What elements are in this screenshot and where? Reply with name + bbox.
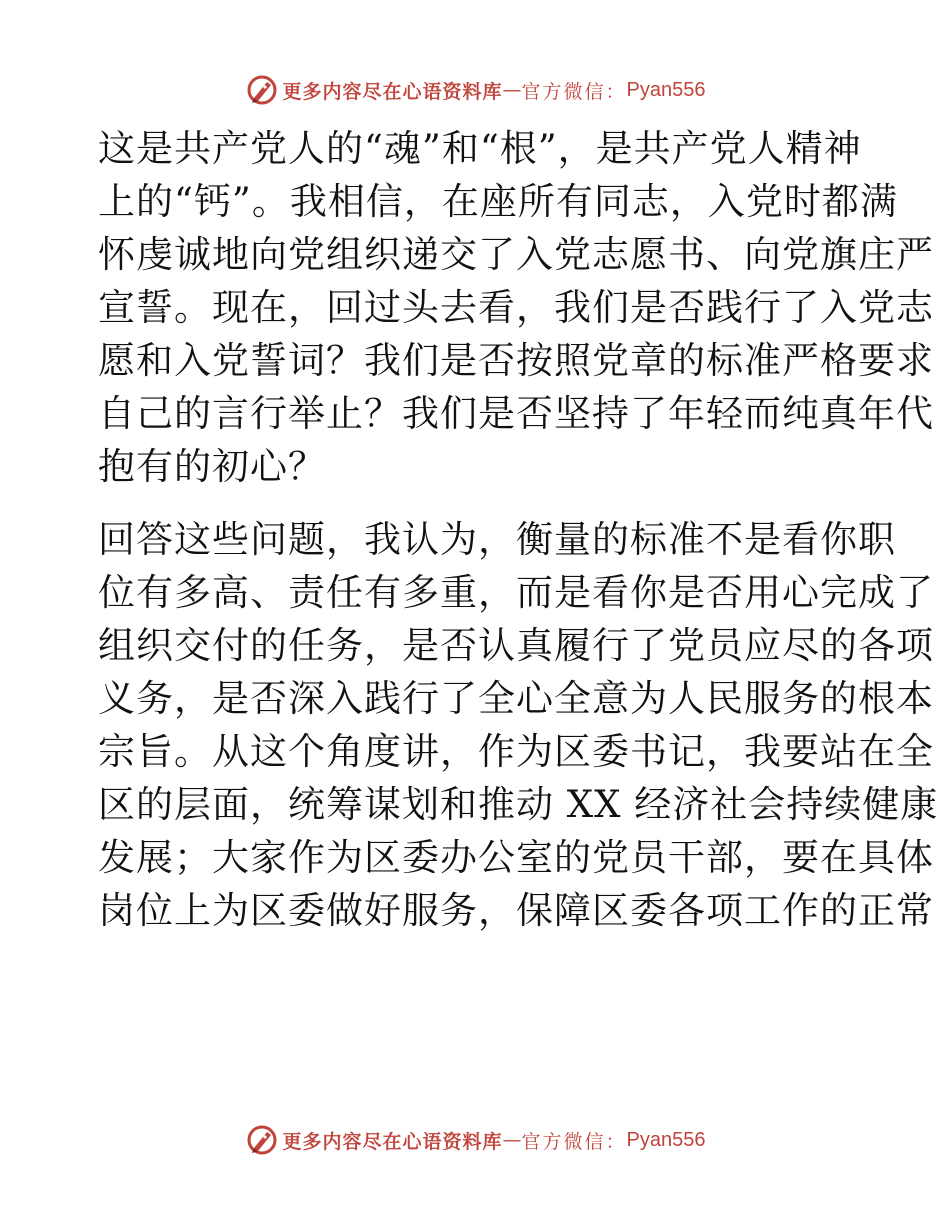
text-line: 抱有的初心？ bbox=[98, 445, 326, 488]
text-line: 上的“钙”。我相信，在座所有同志，入党时都满 bbox=[98, 180, 898, 223]
text-line: 宣誓。现在，回过头去看，我们是否践行了入党志 bbox=[98, 286, 934, 329]
text-line: 位有多高、责任有多重，而是看你是否用心完成了 bbox=[98, 571, 934, 614]
watermark-official-label: 官方微信： bbox=[521, 1130, 627, 1153]
text-line: 这是共产党人的“魂”和“根”，是共产党人精神 bbox=[98, 127, 862, 170]
text-line: 宗旨。从这个角度讲，作为区委书记，我要站在全 bbox=[98, 730, 934, 773]
text-line: 义务，是否深入践行了全心全意为人民服务的根本 bbox=[98, 677, 934, 720]
text-line: 愿和入党誓词？我们是否按照党章的标准严格要求 bbox=[98, 339, 934, 382]
text-line: 自己的言行举止？我们是否坚持了年轻而纯真年代 bbox=[98, 392, 934, 435]
paragraph bbox=[98, 122, 934, 493]
watermark-wechat-id: Pyan556 bbox=[626, 1128, 706, 1151]
header-watermark bbox=[0, 70, 950, 110]
paragraph-gap bbox=[98, 493, 858, 513]
footer-watermark bbox=[0, 1120, 950, 1160]
text-line: 怀虔诚地向党组织递交了入党志愿书、向党旗庄严 bbox=[98, 233, 934, 276]
paragraph bbox=[98, 513, 939, 937]
watermark-main-text: 更多内容尽在心语资料库 bbox=[282, 80, 503, 103]
text-line: 岗位上为区委做好服务，保障区委各项工作的正常 bbox=[98, 889, 934, 932]
watermark-wechat-id: Pyan556 bbox=[626, 78, 706, 101]
text-line: 区的层面，统筹谋划和推动 XX 经济社会持续健康 bbox=[98, 783, 939, 826]
pen-logo-icon bbox=[245, 1123, 279, 1157]
text-line: 发展；大家作为区委办公室的党员干部，要在具体 bbox=[98, 836, 934, 879]
text-line: 回答这些问题，我认为，衡量的标准不是看你职 bbox=[98, 518, 896, 561]
pen-logo-icon bbox=[245, 73, 279, 107]
watermark-main-text: 更多内容尽在心语资料库 bbox=[282, 1130, 503, 1153]
body-text bbox=[98, 122, 939, 937]
watermark-dash: — bbox=[502, 1129, 522, 1151]
text-line: 组织交付的任务，是否认真履行了党员应尽的各项 bbox=[98, 624, 934, 667]
watermark-official-label: 官方微信： bbox=[521, 80, 627, 103]
watermark-dash: — bbox=[502, 79, 522, 101]
